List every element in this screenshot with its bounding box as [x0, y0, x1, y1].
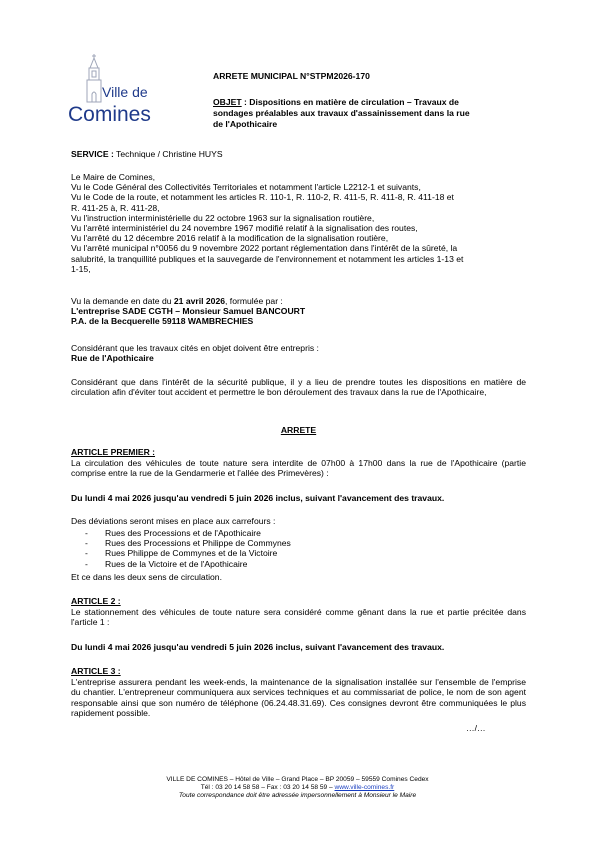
service-label: SERVICE : — [71, 149, 114, 159]
considerant-1-text: Considérant que les travaux cités en objet doivent être entrepris : — [71, 343, 319, 353]
list-item: - Rues des Processions et de l'Apothicaire — [105, 528, 291, 538]
list-item: - Rues des Processions et Philippe de Commynes — [105, 538, 291, 548]
list-item: - Rues Philippe de Commynes et de la Victoire — [105, 548, 291, 558]
logo-line-1: Ville de — [102, 84, 148, 100]
objet-line-1 — [213, 97, 459, 107]
city-logo — [68, 52, 172, 130]
article-3-text: L'entreprise assurera pendant les week-ends, la maintenance de la signalisation installée sur l'ensemble de l'emprise du chantier. L'entrepreneur communiquera aux services techniques et au commissariat de police, le nom de son agent responsable ainsi que son numéro de téléphone (06.24.48.31.69). Ces consignes devront être communiquées le plus rapidement possible. — [71, 677, 526, 718]
article-1-period: Du lundi 4 mai 2026 jusqu'au vendredi 5 juin 2026 inclus, suivant l'avancement des travaux. — [71, 493, 445, 503]
objet-line-3: de l'Apothicaire — [213, 119, 278, 129]
visa-line: Vu l'arrêté du 12 décembre 2016 relatif à la modification de la signalisation routière, — [71, 233, 389, 244]
footer-phone-fax: Tél : 03 20 14 58 58 – Fax : 03 20 14 58 59 – — [200, 784, 335, 791]
considerant-1-street: Rue de l'Apothicaire — [71, 353, 154, 364]
demande-suffix: , formulée par : — [225, 296, 283, 306]
article-2-period: Du lundi 4 mai 2026 jusqu'au vendredi 5 juin 2026 inclus, suivant l'avancement des travaux. — [71, 642, 445, 652]
visa-line: Le Maire de Comines, — [71, 172, 156, 182]
article-2-text: Le stationnement des véhicules de toute nature sera considéré comme gênant dans la rue et partie précitée dans l'article 1 : — [71, 607, 526, 628]
visa-line: Vu le Code de la route, et notamment les articles R. 110-1, R. 110-2, R. 411-5, R. 411-8, R. 411-18 et — [71, 192, 454, 203]
article-1-title: ARTICLE PREMIER : — [71, 447, 156, 457]
page-continue-marker: …/… — [466, 723, 486, 733]
demande-prefix: Vu la demande en date du — [71, 296, 174, 306]
visa-line: salubrité, la tranquillité publiques et la sauvegarde de l'environnement et notamment les articles 1-13 et — [71, 253, 464, 264]
footer-notice: Toute correspondance doit être adressée impersonnellement à Monsieur le Maire — [178, 792, 417, 799]
considerant-1 — [71, 343, 319, 363]
visa-line: Vu le Code Général des Collectivités Territoriales et notamment l'article L2212-1 et suivants, — [71, 182, 421, 193]
demande-line-1 — [71, 296, 531, 306]
website-link[interactable]: www.ville-comines.fr — [334, 784, 395, 791]
objet-label: OBJET — [213, 97, 242, 107]
considerant-2: Considérant que dans l'intérêt de la sécurité publique, il y a lieu de prendre toutes les dispositions en matière de circulation afin d'éviter tout accident et permettre le bon déroulement des travaux dans la rue de l'Apothicaire, — [71, 377, 526, 398]
demande-company: L'entreprise SADE CGTH – Monsieur Samuel BANCOURT — [71, 306, 306, 317]
visa-line: Vu l'arrêté interministériel du 24 novembre 1967 modifié relatif à la signalisation des routes, — [71, 223, 418, 234]
visa-line: R. 411-25 à, R. 411-28, — [71, 202, 160, 213]
service-value: Technique / Christine HUYS — [113, 149, 223, 159]
deviation-intro: Des déviations seront mises en place aux carrefours : — [71, 516, 276, 526]
logo-line-2: Comines — [68, 103, 151, 126]
service-line — [71, 149, 223, 159]
article-3-title: ARTICLE 3 : — [71, 666, 121, 676]
visas-block — [71, 172, 531, 274]
visa-line: Vu l'arrêté municipal n°0056 du 9 novembre 2022 portant réglementation dans l'intérêt de la sûreté, la — [71, 243, 458, 254]
footer-address: VILLE DE COMINES – Hôtel de Ville – Grand Place – BP 20059 – 59559 Comines Cedex — [166, 776, 429, 783]
visa-line: 1-15, — [71, 263, 91, 274]
footer — [0, 776, 595, 800]
decree-title: ARRETE MUNICIPAL N°STPM2026-170 — [213, 71, 370, 81]
footer-contact — [0, 784, 595, 792]
deviation-outro: Et ce dans les deux sens de circulation. — [71, 572, 222, 582]
objet-text: : Dispositions en matière de circulation – Travaux de — [241, 97, 459, 107]
article-2-title: ARTICLE 2 : — [71, 596, 121, 606]
demande-block — [71, 296, 531, 327]
deviation-list — [105, 528, 291, 569]
visa-line: Vu l'instruction interministérielle du 22 octobre 1963 sur la signalisation routière, — [71, 212, 375, 223]
objet-line-2: sondages préalables aux travaux d'assainissement dans la rue — [213, 108, 470, 118]
article-1-text: La circulation des véhicules de toute nature sera interdite de 07h00 à 17h00 dans la rue de l'Apothicaire (partie comprise entre la rue de la Gendarmerie et l'allée des Primevères) : — [71, 458, 526, 479]
demande-address: P.A. de la Becquerelle 59118 WAMBRECHIES — [71, 316, 254, 327]
arrete-heading: ARRETE — [280, 425, 317, 435]
demande-date: 21 avril 2026 — [173, 296, 226, 306]
list-item: - Rues de la Victoire et de l'Apothicaire — [105, 559, 291, 569]
